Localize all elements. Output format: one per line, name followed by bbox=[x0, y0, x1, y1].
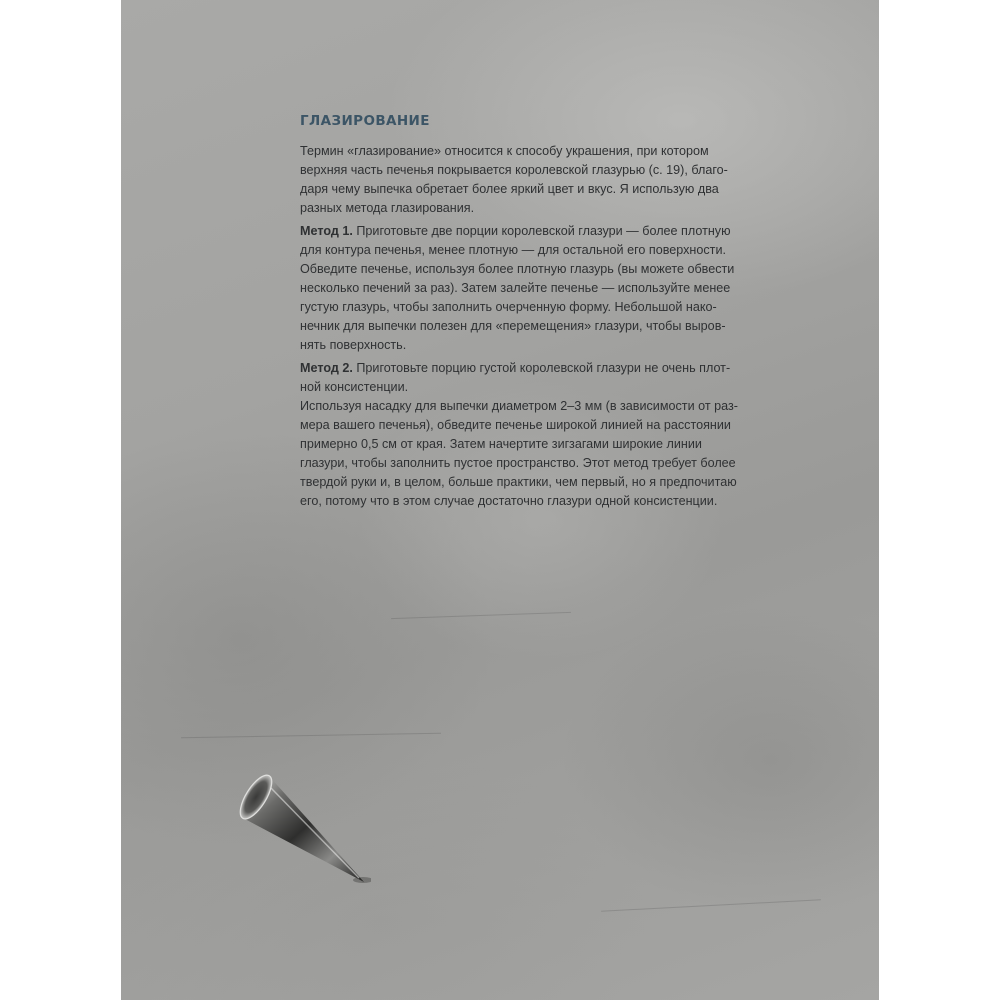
text-block bbox=[300, 112, 755, 515]
book-page bbox=[121, 0, 879, 1000]
method1-line: густую глазурь, чтобы заполнить очерченную форму. Небольшой нако- bbox=[300, 300, 717, 314]
concrete-texture-line bbox=[601, 899, 821, 912]
method1-line: Приготовьте две порции королевской глазури — более плотную bbox=[352, 224, 731, 238]
method2-paragraph bbox=[300, 359, 755, 511]
intro-line: Термин «глазирование» относится к способу украшения, при котором bbox=[300, 144, 709, 158]
method2-line: мера вашего печенья), обведите печенье широкой линией на расстоянии bbox=[300, 418, 731, 432]
method2-line: его, потому что в этом случае достаточно глазури одной консистенции. bbox=[300, 494, 718, 508]
method1-line: для контура печенья, менее плотную — для остальной его поверхности. bbox=[300, 243, 726, 257]
method2-label: Метод 2. bbox=[300, 361, 353, 375]
method1-label: Метод 1. bbox=[300, 224, 353, 238]
method1-line: нять поверхность. bbox=[300, 338, 407, 352]
concrete-texture-line bbox=[181, 733, 441, 739]
method2-line: твердой руки и, в целом, больше практики, чем первый, но я предпочитаю bbox=[300, 475, 737, 489]
method2-line: Приготовьте порцию густой королевской глазури не очень плот- bbox=[352, 361, 731, 375]
method2-line: глазури, чтобы заполнить пустое пространство. Этот метод требует более bbox=[300, 456, 736, 470]
intro-line: даря чему выпечка обретает более яркий цвет и вкус. Я использую два bbox=[300, 182, 719, 196]
piping-nozzle-icon bbox=[231, 770, 371, 890]
intro-line: верхняя часть печенья покрывается королевской глазурью (с. 19), благо- bbox=[300, 163, 728, 177]
section-title: ГЛАЗИРОВАНИЕ bbox=[300, 113, 430, 129]
method2-line: ной консистенции. bbox=[300, 380, 409, 394]
method2-line: примерно 0,5 см от края. Затем начертите зигзагами широкие линии bbox=[300, 437, 702, 451]
method1-paragraph bbox=[300, 222, 755, 355]
method1-line: нечник для выпечки полезен для «перемещения» глазури, чтобы выров- bbox=[300, 319, 726, 333]
concrete-texture-line bbox=[391, 612, 571, 619]
method1-first-line bbox=[300, 222, 755, 241]
intro-paragraph bbox=[300, 142, 755, 218]
intro-line: разных метода глазирования. bbox=[300, 201, 475, 215]
method1-line: Обведите печенье, используя более плотную глазурь (вы можете обвести bbox=[300, 262, 735, 276]
method1-line: несколько печений за раз). Затем залейте печенье — используйте менее bbox=[300, 281, 731, 295]
method2-first-line bbox=[300, 359, 755, 378]
method2-line: Используя насадку для выпечки диаметром 2–3 мм (в зависимости от раз- bbox=[300, 399, 738, 413]
